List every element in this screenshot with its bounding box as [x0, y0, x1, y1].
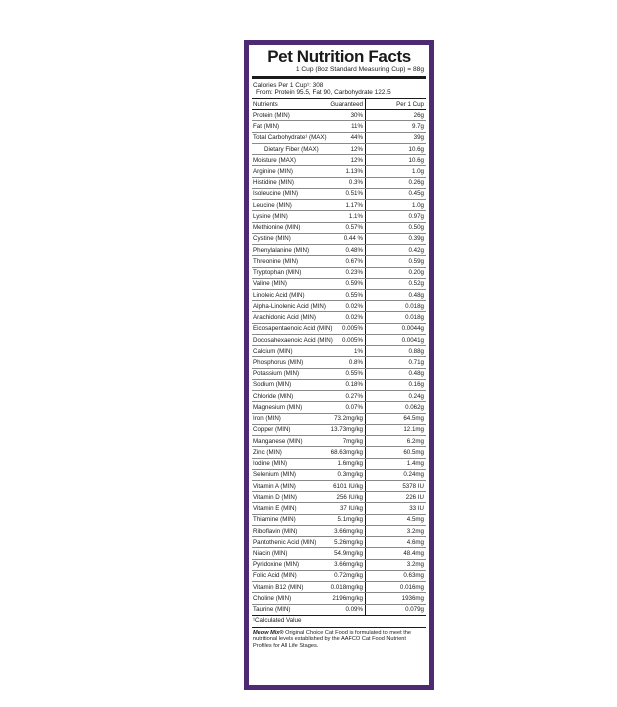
nutrient-name: Vitamin B12 (MIN) — [252, 582, 322, 593]
table-row — [252, 289, 426, 300]
per-cup-value: 0.079g — [366, 604, 427, 615]
table-row — [252, 312, 426, 323]
nutrient-name: Iron (MIN) — [252, 413, 322, 424]
nutrient-name: Eicosapentaenoic Acid (MIN) — [252, 323, 322, 334]
guaranteed-value: 1.13% — [322, 166, 366, 177]
guaranteed-value: 7mg/kg — [322, 436, 366, 447]
nutrient-name: Arachidonic Acid (MIN) — [252, 312, 322, 323]
per-cup-value: 0.0044g — [366, 323, 427, 334]
table-row — [252, 177, 426, 188]
nutrition-label — [249, 45, 429, 685]
nutrient-name: Folic Acid (MIN) — [252, 570, 322, 581]
col-nutrients: Nutrients — [252, 99, 322, 110]
per-cup-value: 1.0g — [366, 200, 427, 211]
table-row — [252, 233, 426, 244]
table-row — [252, 391, 426, 402]
table-row — [252, 368, 426, 379]
guaranteed-value: 54.9mg/kg — [322, 548, 366, 559]
nutrient-name: Chloride (MIN) — [252, 391, 322, 402]
table-row — [252, 155, 426, 166]
table-row — [252, 211, 426, 222]
nutrient-name: Copper (MIN) — [252, 424, 322, 435]
per-cup-value: 60.5mg — [366, 447, 427, 458]
guaranteed-value: 11% — [322, 121, 366, 132]
nutrient-name: Alpha-Linolenic Acid (MIN) — [252, 301, 322, 312]
serving-size: 1 Cup (8oz Standard Measuring Cup) = 88g — [252, 66, 426, 79]
per-cup-value: 0.71g — [366, 357, 427, 368]
guaranteed-value: 0.018mg/kg — [322, 582, 366, 593]
per-cup-value: 0.45g — [366, 188, 427, 199]
guaranteed-value: 13.73mg/kg — [322, 424, 366, 435]
per-cup-value: 0.52g — [366, 278, 427, 289]
table-row — [252, 570, 426, 581]
calories-line: Calories Per 1 Cup¹: 308 — [253, 82, 324, 89]
per-cup-value: 0.24g — [366, 391, 427, 402]
per-cup-value: 0.24mg — [366, 469, 427, 480]
guaranteed-value: 0.18% — [322, 379, 366, 390]
nutrient-name: Tryptophan (MIN) — [252, 267, 322, 278]
per-cup-value: 0.016mg — [366, 582, 427, 593]
table-row — [252, 514, 426, 525]
calories-block — [252, 79, 426, 99]
table-row — [252, 301, 426, 312]
guaranteed-value: 3.66mg/kg — [322, 559, 366, 570]
guaranteed-value: 0.48% — [322, 245, 366, 256]
nutrient-name: Sodium (MIN) — [252, 379, 322, 390]
footer-text — [252, 628, 426, 650]
table-row — [252, 402, 426, 413]
per-cup-value: 0.018g — [366, 301, 427, 312]
table-row — [252, 278, 426, 289]
guaranteed-value: 256 IU/kg — [322, 492, 366, 503]
guaranteed-value: 12% — [322, 155, 366, 166]
per-cup-value: 0.39g — [366, 233, 427, 244]
guaranteed-value: 68.63mg/kg — [322, 447, 366, 458]
per-cup-value: 1.0g — [366, 166, 427, 177]
table-row — [252, 245, 426, 256]
guaranteed-value: 0.23% — [322, 267, 366, 278]
table-row — [252, 346, 426, 357]
table-row — [252, 436, 426, 447]
per-cup-value: 1.4mg — [366, 458, 427, 469]
nutrient-name: Choline (MIN) — [252, 593, 322, 604]
table-header — [252, 99, 426, 110]
per-cup-value: 4.6mg — [366, 537, 427, 548]
table-row — [252, 121, 426, 132]
nutrient-table — [252, 99, 426, 616]
nutrient-name: Total Carbohydrate¹ (MAX) — [252, 132, 322, 143]
table-row — [252, 525, 426, 536]
guaranteed-value: 0.44 % — [322, 233, 366, 244]
nutrient-name: Linoleic Acid (MIN) — [252, 289, 322, 300]
nutrient-name: Selenium (MIN) — [252, 469, 322, 480]
nutrient-name: Zinc (MIN) — [252, 447, 322, 458]
guaranteed-value: 2196mg/kg — [322, 593, 366, 604]
guaranteed-value: 1.1% — [322, 211, 366, 222]
guaranteed-value: 1% — [322, 346, 366, 357]
label-title: Pet Nutrition Facts — [267, 47, 411, 66]
nutrient-name: Phenylalanine (MIN) — [252, 245, 322, 256]
table-row — [252, 267, 426, 278]
guaranteed-value: 0.55% — [322, 289, 366, 300]
nutrient-name: Niacin (MIN) — [252, 548, 322, 559]
nutrient-name: Vitamin E (MIN) — [252, 503, 322, 514]
per-cup-value: 0.0041g — [366, 334, 427, 345]
guaranteed-value: 0.09% — [322, 604, 366, 615]
per-cup-value: 226 IU — [366, 492, 427, 503]
guaranteed-value: 0.8% — [322, 357, 366, 368]
per-cup-value: 4.5mg — [366, 514, 427, 525]
nutrient-name: Riboflavin (MIN) — [252, 525, 322, 536]
per-cup-value: 48.4mg — [366, 548, 427, 559]
per-cup-value: 0.20g — [366, 267, 427, 278]
guaranteed-value: 1.6mg/kg — [322, 458, 366, 469]
per-cup-value: 0.50g — [366, 222, 427, 233]
per-cup-value: 3.2mg — [366, 559, 427, 570]
guaranteed-value: 6101 IU/kg — [322, 480, 366, 491]
nutrient-name: Lysine (MIN) — [252, 211, 322, 222]
table-row — [252, 143, 426, 154]
calculated-note: ¹Calculated Value — [252, 616, 426, 628]
per-cup-value: 0.63mg — [366, 570, 427, 581]
nutrient-name: Thiamine (MIN) — [252, 514, 322, 525]
nutrient-name: Taurine (MIN) — [252, 604, 322, 615]
guaranteed-value: 1.17% — [322, 200, 366, 211]
guaranteed-value: 44% — [322, 132, 366, 143]
nutrient-name: Protein (MIN) — [252, 110, 322, 121]
guaranteed-value: 0.57% — [322, 222, 366, 233]
table-row — [252, 492, 426, 503]
table-row — [252, 256, 426, 267]
table-row — [252, 110, 426, 121]
table-row — [252, 188, 426, 199]
guaranteed-value: 0.005% — [322, 334, 366, 345]
guaranteed-value: 0.27% — [322, 391, 366, 402]
guaranteed-value: 73.2mg/kg — [322, 413, 366, 424]
nutrient-name: Histidine (MIN) — [252, 177, 322, 188]
col-guaranteed: Guaranteed — [322, 99, 366, 110]
table-row — [252, 582, 426, 593]
guaranteed-value: 0.02% — [322, 312, 366, 323]
table-row — [252, 537, 426, 548]
guaranteed-value: 0.3% — [322, 177, 366, 188]
guaranteed-value: 12% — [322, 143, 366, 154]
calories-from: From: Protein 95.5, Fat 90, Carbohydrate 122.5 — [256, 89, 391, 96]
per-cup-value: 33 IU — [366, 503, 427, 514]
table-row — [252, 222, 426, 233]
nutrient-name: Valine (MIN) — [252, 278, 322, 289]
guaranteed-value: 0.02% — [322, 301, 366, 312]
table-row — [252, 604, 426, 615]
nutrient-name: Dietary Fiber (MAX) — [252, 143, 322, 154]
nutrient-name: Isoleucine (MIN) — [252, 188, 322, 199]
guaranteed-value: 3.66mg/kg — [322, 525, 366, 536]
table-row — [252, 424, 426, 435]
nutrient-name: Manganese (MIN) — [252, 436, 322, 447]
nutrient-name: Cystine (MIN) — [252, 233, 322, 244]
guaranteed-value: 37 IU/kg — [322, 503, 366, 514]
per-cup-value: 0.42g — [366, 245, 427, 256]
per-cup-value: 0.26g — [366, 177, 427, 188]
table-row — [252, 480, 426, 491]
table-row — [252, 503, 426, 514]
nutrient-name: Threonine (MIN) — [252, 256, 322, 267]
nutrient-name: Magnesium (MIN) — [252, 402, 322, 413]
table-row — [252, 559, 426, 570]
nutrient-name: Phosphorus (MIN) — [252, 357, 322, 368]
nutrient-name: Vitamin A (MIN) — [252, 480, 322, 491]
table-row — [252, 593, 426, 604]
nutrient-name: Moisture (MAX) — [252, 155, 322, 166]
brand-name: Meow Mix® — [253, 629, 284, 636]
nutrient-name: Docosahexaenoic Acid (MIN) — [252, 334, 322, 345]
nutrient-name: Methionine (MIN) — [252, 222, 322, 233]
per-cup-value: 3.2mg — [366, 525, 427, 536]
per-cup-value: 0.062g — [366, 402, 427, 413]
table-row — [252, 334, 426, 345]
per-cup-value: 1936mg — [366, 593, 427, 604]
per-cup-value: 12.1mg — [366, 424, 427, 435]
nutrient-name: Pyridoxine (MIN) — [252, 559, 322, 570]
guaranteed-value: 0.72mg/kg — [322, 570, 366, 581]
guaranteed-value: 0.3mg/kg — [322, 469, 366, 480]
per-cup-value: 26g — [366, 110, 427, 121]
table-row — [252, 357, 426, 368]
guaranteed-value: 0.59% — [322, 278, 366, 289]
col-per-cup: Per 1 Cup — [366, 99, 427, 110]
per-cup-value: 64.5mg — [366, 413, 427, 424]
table-row — [252, 166, 426, 177]
nutrient-name: Pantothenic Acid (MIN) — [252, 537, 322, 548]
nutrient-name: Calcium (MIN) — [252, 346, 322, 357]
table-row — [252, 458, 426, 469]
nutrient-name: Leucine (MIN) — [252, 200, 322, 211]
table-row — [252, 200, 426, 211]
per-cup-value: 0.16g — [366, 379, 427, 390]
per-cup-value: 6.2mg — [366, 436, 427, 447]
label-border — [244, 40, 434, 690]
table-row — [252, 469, 426, 480]
table-row — [252, 379, 426, 390]
per-cup-value: 5378 IU — [366, 480, 427, 491]
table-row — [252, 447, 426, 458]
per-cup-value: 10.6g — [366, 155, 427, 166]
guaranteed-value: 30% — [322, 110, 366, 121]
nutrient-name: Potassium (MIN) — [252, 368, 322, 379]
table-row — [252, 132, 426, 143]
guaranteed-value: 5.26mg/kg — [322, 537, 366, 548]
footer-body: Original Choice Cat Food is formulated to meet the nutritional levels established by the AAFCO Cat Food Nutrient Profiles for All Life Stages. — [253, 629, 412, 649]
per-cup-value: 39g — [366, 132, 427, 143]
guaranteed-value: 0.005% — [322, 323, 366, 334]
per-cup-value: 0.48g — [366, 368, 427, 379]
per-cup-value: 10.6g — [366, 143, 427, 154]
guaranteed-value: 0.51% — [322, 188, 366, 199]
guaranteed-value: 0.67% — [322, 256, 366, 267]
nutrient-name: Fat (MIN) — [252, 121, 322, 132]
table-row — [252, 548, 426, 559]
per-cup-value: 0.59g — [366, 256, 427, 267]
per-cup-value: 0.97g — [366, 211, 427, 222]
guaranteed-value: 0.55% — [322, 368, 366, 379]
per-cup-value: 0.88g — [366, 346, 427, 357]
table-row — [252, 323, 426, 334]
nutrient-name: Arginine (MIN) — [252, 166, 322, 177]
table-row — [252, 413, 426, 424]
per-cup-value: 9.7g — [366, 121, 427, 132]
nutrient-name: Iodine (MIN) — [252, 458, 322, 469]
per-cup-value: 0.48g — [366, 289, 427, 300]
guaranteed-value: 5.1mg/kg — [322, 514, 366, 525]
per-cup-value: 0.018g — [366, 312, 427, 323]
nutrient-name: Vitamin D (MIN) — [252, 492, 322, 503]
guaranteed-value: 0.07% — [322, 402, 366, 413]
